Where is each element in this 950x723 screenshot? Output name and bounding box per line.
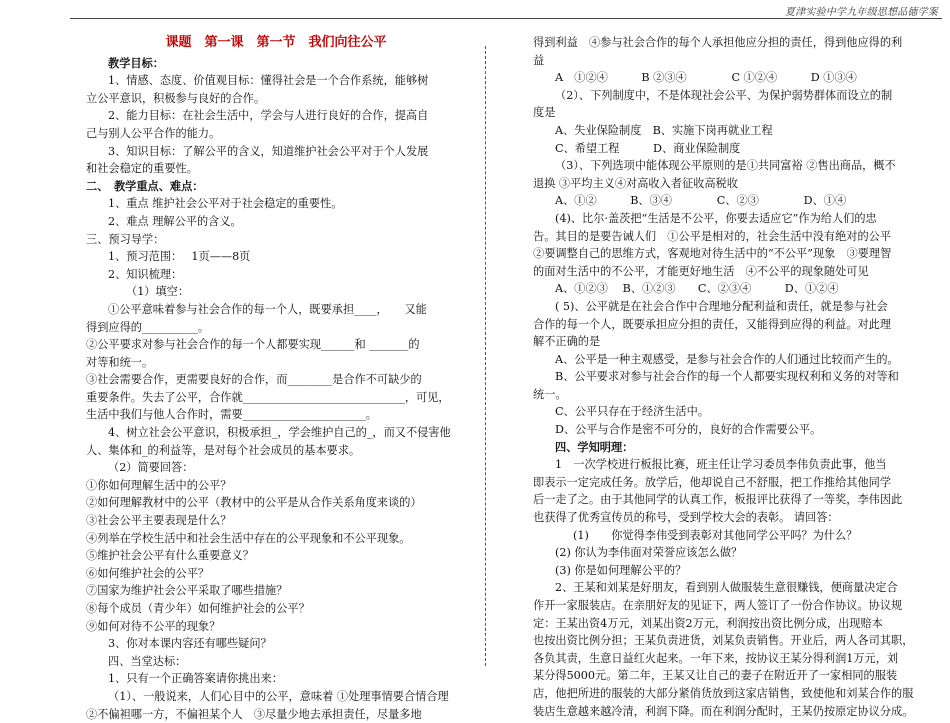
left-text-line: 重要条件。失去了公平，合作就_____________________________，可见， — [86, 390, 450, 404]
left-text-line: （2）简要回答： — [108, 461, 194, 475]
left-text-line: 2、能力目标：在社会生活中，学会与人进行良好的合作，提高自 — [108, 109, 429, 123]
right-column — [533, 34, 914, 720]
right-text-line: 解不正确的是 — [533, 335, 601, 349]
right-text-line: 益 — [533, 53, 545, 67]
left-text-line: （1）、一般说来，人们心目中的公平，意味着 ①处理事情要合情合理 — [108, 689, 449, 703]
right-text-line: A、失业保险制度 B、实施下岗再就业工程 — [555, 123, 773, 137]
left-text-line: ②如何理解教材中的公平（教材中的公平是从合作关系角度来谈的） — [86, 496, 422, 510]
right-text-line: A、①②③ B、①②③ C、②③④ D、①②④ — [555, 282, 839, 296]
left-text-line: 2、难点 理解公平的含义。 — [108, 214, 242, 228]
header-rule — [70, 18, 942, 19]
left-text-line: 1、只有一个正确答案请你挑出来： — [108, 672, 283, 686]
right-text-line: C、希望工程 D、商业保险制度 — [555, 141, 741, 155]
page-header: 夏津实验中学九年级思想品德学案 — [785, 7, 938, 18]
left-text-line: 二、 教学重点、难点： — [86, 178, 204, 193]
left-text-line: 对等和统一。 — [86, 355, 154, 369]
left-text-line: ⑧每个成员（青少年）如何维护社会的公平？ — [86, 602, 310, 615]
left-text-line: ③社会需要合作，更需要良好的合作，而________是合作不可缺少的 — [86, 373, 422, 387]
right-text-line: 合作的每一个人，既要承担应分担的责任，又能得到应得的利益。对此理 — [533, 317, 892, 331]
left-text-line: ⑦国家为维护社会公平采取了哪些措施？ — [86, 584, 288, 598]
left-text-line: 3、知识目标：了解公平的含义，知道维护社会公平对于个人发展 — [108, 144, 429, 158]
right-text-line: 得到利益 ④参与社会合作的每个人承担他应分担的责任，得到他应得的利 — [533, 36, 903, 49]
right-text-line: 装店生意越来越冷清，利润下降。而在利润分配时，王某仍按原定协议分成。 — [533, 704, 914, 718]
page-title: 课题 第一课 第一节 我们向往公平 — [165, 35, 387, 50]
left-column — [86, 34, 466, 723]
right-text-line: A、①② B、③④ C、②③ D、①④ — [555, 194, 847, 208]
right-text-line: ( 5)、公平就是在社会合作中合理地分配利益和责任，就是参与社会 — [555, 299, 888, 313]
left-text-line: 1、重点 维护社会公平对于社会稳定的重要性。 — [108, 197, 343, 211]
left-text-line: ②不偏袒哪一方，不偏袒某个人 ③尽量少地去承担责任，尽量多地 — [86, 707, 422, 721]
left-text-line: 得到应得的__________。 — [86, 320, 210, 334]
right-text-line: 也按出资比例分担；王某负责进货，刘某负责销售。开业后，两人各司其职， — [533, 634, 914, 648]
left-text-line: 生活中我们与他人合作时，需要______________________。 — [86, 408, 377, 422]
right-text-line: A、公平是一种主观感受，是参与社会合作的人们通过比较而产生的。 — [555, 352, 899, 366]
right-text-line: 的面对生活中的不公平，才能更好地生活 ④不公平的现象随处可见 — [533, 264, 869, 278]
right-text-line: 四、学知明理： — [555, 439, 634, 454]
left-text-line: 3、你对本课内容还有哪些疑问？ — [108, 637, 272, 651]
left-text-line: 2、知识梳理： — [108, 267, 183, 281]
right-text-line: (1) 你觉得李伟受到表彰对其他同学公平吗？为什么？ — [573, 528, 858, 542]
left-text-line: 四、当堂达标： — [108, 654, 187, 668]
left-text-line: 和社会稳定的重要性。 — [86, 162, 198, 176]
right-text-line: D、公平与合作是密不可分的，良好的合作需要公平。 — [555, 423, 822, 437]
right-text-line: (3) 你是如何理解公平的？ — [555, 563, 687, 577]
left-text-line: ⑨如何对待不公平的现象？ — [86, 619, 221, 633]
left-text-line: ①你如何理解生活中的公平？ — [86, 478, 232, 492]
left-text-line: ①公平意味着参与社会合作的每一个人，既要承担____， 又能 — [108, 302, 427, 316]
right-text-line: (4)、比尔·盖茨把“生活是不公平，你要去适应它”作为给人们的忠 — [555, 211, 877, 225]
left-text-line: 教学目标： — [108, 55, 164, 70]
left-text-line: 己与别人公平合作的能力。 — [86, 126, 221, 140]
right-text-line: B、公平要求对参与社会合作的每一个人都要实现权利和义务的对等和 — [555, 370, 899, 384]
right-text-line: 定：王某出资4万元，刘某出资2万元，利润按出资比例分成，出现赔本 — [533, 616, 883, 630]
right-text-line: C、公平只存在于经济生活中。 — [555, 405, 709, 419]
right-text-line: （3）、下列选项中能体现公平原则的是①共同富裕 ②售出商品，概不 — [555, 159, 896, 173]
right-text-line: 统一。 — [533, 387, 567, 401]
left-text-line: 1、预习范围： 1页——8页 — [108, 250, 251, 264]
left-text-line: ⑤维护社会公平有什么重要意义？ — [86, 549, 254, 563]
right-text-line: 告。其目的是要告诫人们 ①公平是相对的，社会生活中没有绝对的公平 — [533, 229, 892, 243]
right-text-line: 2、王某和刘某是好朋友，看到别人做服装生意很赚钱，便商量决定合 — [555, 581, 898, 595]
left-text-line: （1）填空： — [126, 285, 190, 299]
right-text-line: （2）、下列制度中，不是体现社会公平、为保护弱势群体而设立的制 — [555, 88, 893, 102]
right-text-line: 作开一家服装店。在亲朋好友的见证下，两人签订了一份合作协议。协议规 — [533, 599, 903, 612]
left-text-line: 三、预习导学： — [86, 232, 165, 246]
right-text-line: 度是 — [533, 106, 556, 120]
right-text-line: 各负其责，生意日益红火起来。一年下来，按协议王某分得利润1万元，刘 — [533, 651, 899, 665]
left-text-line: 4、树立社会公平意识，积极承担_，学会维护自己的_，而又不侵害他 — [108, 426, 451, 440]
right-text-line: 也获得了优秀宣传员的称号，受到学校大会的表彰。 请回答： — [533, 511, 839, 525]
right-text-line: (2) 你认为李伟面对荣誉应该怎么做？ — [555, 546, 743, 560]
left-text-line: 1、情感、态度、价值观目标：懂得社会是一个合作系统，能够树 — [108, 74, 429, 88]
right-text-line: A ①②④ B ②③④ C ①②④ D ①③④ — [555, 71, 857, 85]
right-text-line: 后一走了之。由于其他同学的认真工作，板报评比获得了一等奖，李伟因此 — [533, 493, 903, 507]
left-text-line: ②公平要求对参与社会合作的每一个人都要实现______和 _______的 — [86, 338, 420, 352]
column-divider — [485, 46, 486, 666]
left-text-line: ③社会公平主要表现是什么？ — [86, 514, 232, 528]
right-text-line: 即表示一定完成任务。放学后，他却说自己不舒服，把工作推给其他同学 — [533, 475, 892, 489]
left-text-line: 立公平意识，积极参与良好的合作。 — [86, 91, 266, 105]
right-text-line: ②要调整自己的思维方式，客观地对待生活中的“不公平”现象 ③要理智 — [533, 247, 892, 261]
left-text-line: ④列举在学校生活中和社会生活中存在的公平现象和不公平现象。 — [86, 531, 411, 545]
right-text-line: 1 一次学校进行板报比赛，班主任让学习委员李伟负责此事，他当 — [555, 458, 887, 472]
right-text-line: 店，他把所进的服装的大部分紧俏货放到这家店销售，致使他和刘某合作的服 — [533, 686, 914, 700]
left-text-line: ⑥如何维护社会的公平？ — [86, 566, 210, 580]
left-text-line: 人、集体和_的利益等，是对每个社会成员的基本要求。 — [86, 443, 361, 457]
right-text-line: 某分得5000元。第二年，王某又让自己的妻子在附近开了一家相同的服装 — [533, 669, 898, 683]
right-text-line: 退换 ③平均主义④对高收入者征收高税收 — [533, 176, 738, 190]
